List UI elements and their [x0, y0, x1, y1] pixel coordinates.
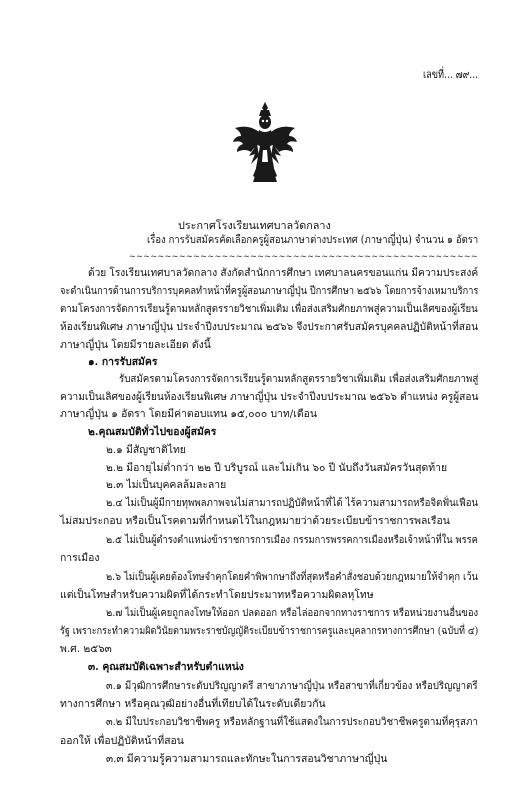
- section-2-line: ๒.๔ ไม่เป็นผู้มีกายทุพพลภาพจนไม่สามารถปฏิบัติหน้าที่ได้ ไร้ความสามารถหรือจิตฟั่นเฟือน: [106, 497, 479, 509]
- section-2-line: ไม่สมประกอบ หรือเป็นโรคตามที่กำหนดไว้ในกฎหมายว่าด้วยระเบียบข้าราชการพลเรือน: [60, 515, 450, 527]
- section-2-line: การเมือง: [60, 552, 100, 564]
- section-2-line: ๒.๒ มีอายุไม่ต่ำกว่า ๒๒ ปี บริบูรณ์ และไม่เกิน ๖๐ ปี นับถึงวันสมัครวันสุดท้าย: [106, 462, 448, 474]
- section-2-line: ๒.๑ มีสัญชาติไทย: [106, 444, 186, 456]
- section-3-line: ทางการศึกษา หรือคุณวุฒิอย่างอื่นที่เทียบได้ในระดับเดียวกัน: [60, 698, 326, 710]
- intro-line: ด้วย โรงเรียนเทศบาลวัดกลาง สังกัดสำนักการศึกษา เทศบาลนครขอนแก่น มีความประสงค์: [88, 267, 479, 279]
- document-number: เลขที่... ๗๙...: [423, 68, 479, 81]
- garuda-emblem: [233, 100, 297, 184]
- intro-line: ภาษาญี่ปุ่น โดยมีรายละเอียด ดังนี้: [60, 339, 211, 351]
- section-3-line: ๓.๓ มีความรู้ความสามารถและทักษะในการสอนวิชาภาษาญี่ปุ่น: [106, 753, 388, 765]
- section-2-line: แต่เป็นโทษสำหรับความผิดที่ได้กระทำโดยประมาทหรือความผิดลหุโทษ: [60, 589, 374, 601]
- section-3-line: ออกให้ เพื่อปฏิบัติหน้าที่สอน: [60, 735, 184, 747]
- section-2-line: ๒.๖ ไม่เป็นผู้เคยต้องโทษจำคุกโดยคำพิพากษาถึงที่สุดหรือคำสั่งชอบด้วยกฎหมายให้จำคุก เว้น: [106, 571, 478, 583]
- section-2-line: ๒.๕ ไม่เป็นผู้ดำรงตำแหน่งข้าราชการการเมือง กรรมการพรรคการเมืองหรือเจ้าหน้าที่ใน พรรค: [106, 534, 478, 546]
- section-3-line: ๓.๑ มีวุฒิการศึกษาระดับปริญญาตรี สาขาภาษาญี่ปุ่น หรือสาขาที่เกี่ยวข้อง หรือปริญญาตรี: [106, 680, 478, 692]
- section-2-line: ๒.๗ ไม่เป็นผู้เคยถูกลงโทษให้ออก ปลดออก หรือไล่ออกจากทางราชการ หรือหน่วยงานอื่นของ: [106, 607, 479, 619]
- section-2-line: ๒.๓ ไม่เป็นบุคคลล้มละลาย: [106, 479, 227, 491]
- section-1-line: ความเป็นเลิศของผู้เรียนห้องเรียนพิเศษ ภาษาญี่ปุ่น ประจำปีงบประมาณ ๒๕๖๖ ตำแหน่ง ครูผู้สอน: [60, 391, 479, 403]
- section-1-line: รับสมัครตามโครงการจัดการเรียนรู้ตามหลักสูตรรายวิชาเพิ่มเติม เพื่อส่งเสริมศักยภาพสู่: [119, 373, 479, 385]
- section-1-title: ๑. การรับสมัคร: [88, 356, 158, 368]
- intro-line: จะดำเนินการด้านการบริการบุคคลทำหน้าที่ครูผู้สอนภาษาญี่ปุ่น ปีการศึกษา ๒๕๖๖ โดยการจ้างเหมาบริการ: [60, 285, 479, 297]
- section-2-line: พ.ศ. ๒๕๖๓: [60, 643, 112, 655]
- title-divider: ~~~~~~~~~~~~~~~~~~~~~~~~~~~~~~~~~~~~~~~~~~~~~~~~~: [129, 252, 479, 262]
- section-3-title: ๓. คุณสมบัติเฉพาะสำหรับตำแหน่ง: [88, 661, 244, 673]
- section-2-title: ๒.คุณสมบัติทั่วไปของผู้สมัคร: [88, 426, 217, 438]
- intro-line: ตามโครงการจัดการเรียนรู้ตามหลักสูตรรายวิชาเพิ่มเติม เพื่อส่งเสริมศักยภาพสู่ความเป็นเลิศของผู้เรียน: [60, 303, 478, 315]
- announcement-subject: เรื่อง การรับสมัครคัดเลือกครูผู้สอนภาษาต่างประเทศ (ภาษาญี่ปุ่น) จำนวน ๑ อัตรา: [147, 233, 479, 246]
- intro-line: ห้องเรียนพิเศษ ภาษาญี่ปุ่น ประจำปีงบประมาณ ๒๕๖๖ จึงประกาศรับสมัครบุคคลปฏิบัติหน้าที่สอน: [60, 321, 479, 333]
- announcement-org: ประกาศโรงเรียนเทศบาลวัดกลาง: [178, 219, 331, 232]
- section-1-line: ภาษาญี่ปุ่น ๑ อัตรา โดยมีค่าตอบแทน ๑๕,๐๐๐ บาท/เดือน: [60, 408, 317, 420]
- section-3-line: ๓.๒ มีใบประกอบวิชาชีพครู หรือหลักฐานที่ใช้แสดงในการประกอบวิชาชีพครูตามที่คุรุสภา: [106, 716, 478, 728]
- section-2-line: รัฐ เพราะกระทำความผิดวินัยตามพระราชบัญญัติระเบียบข้าราชการครูและบุคลากรทางการศึกษา (ฉบับที่ ๔): [60, 625, 479, 637]
